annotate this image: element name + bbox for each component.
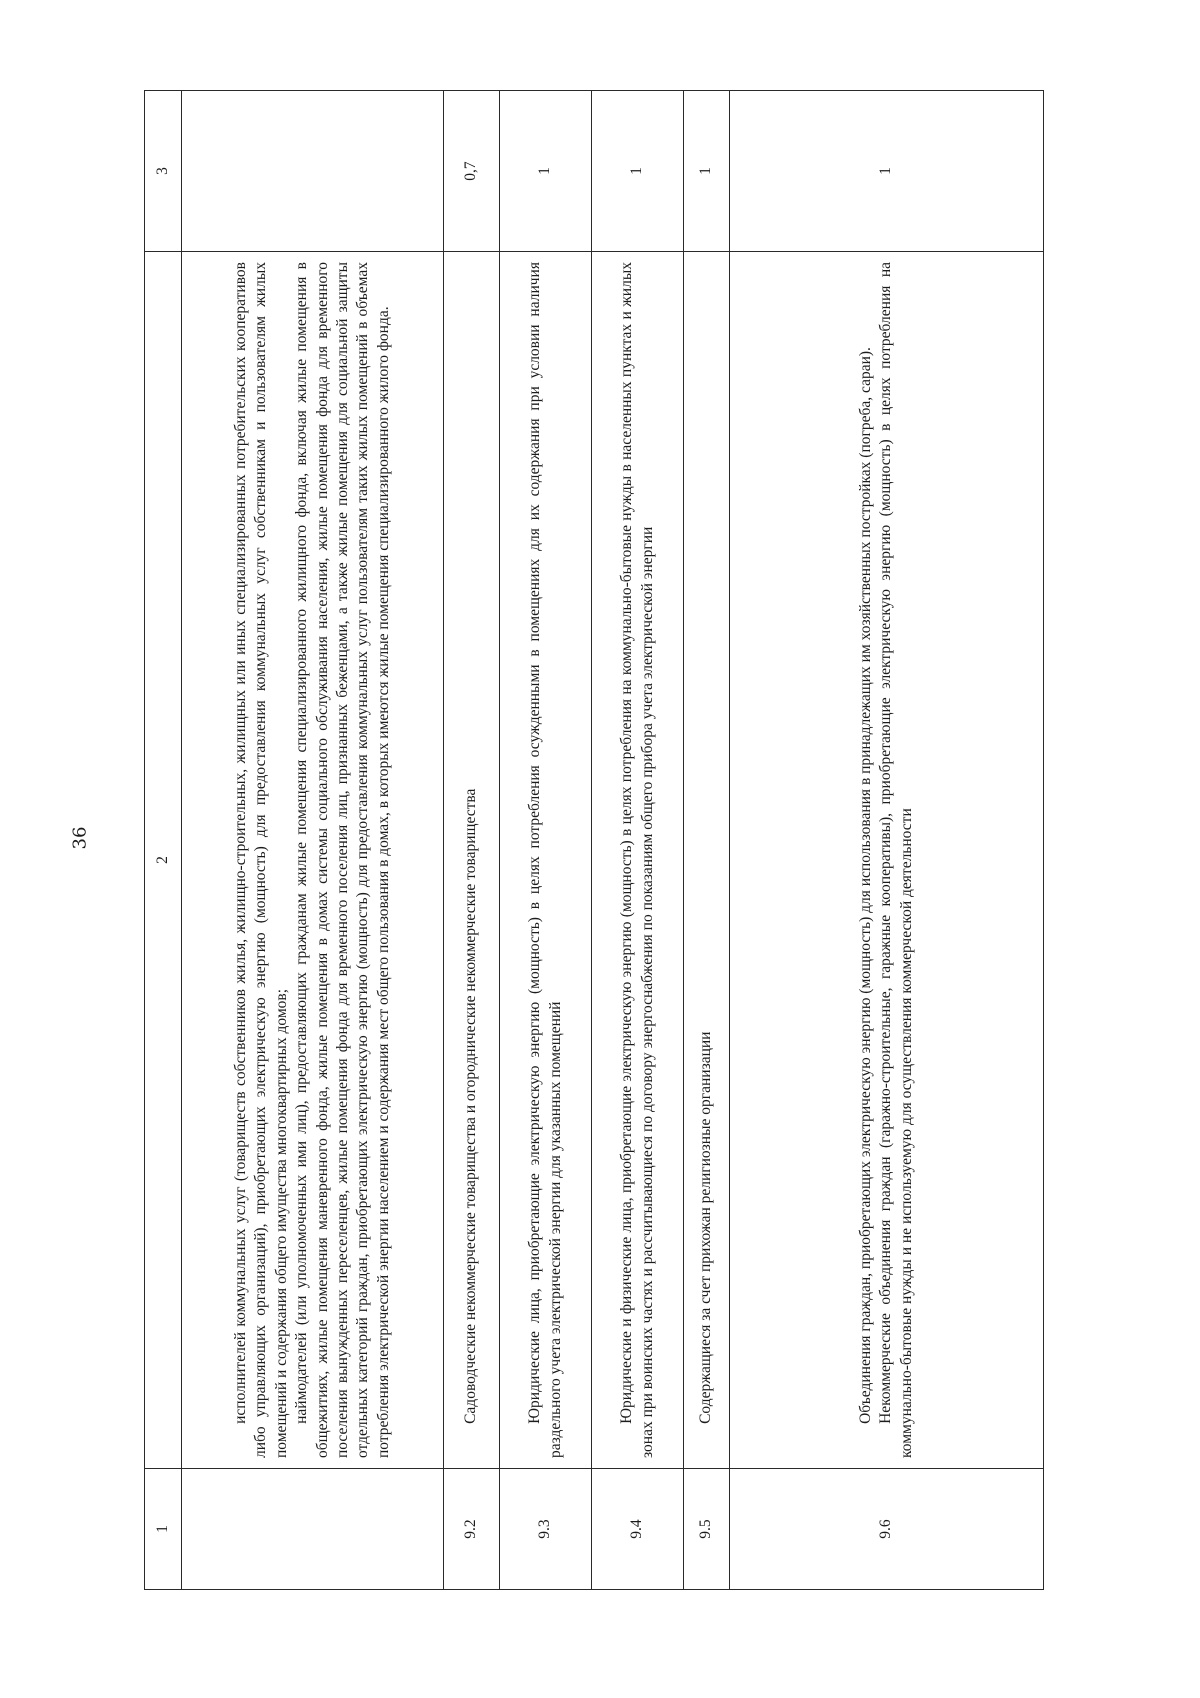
row-number: 9.3 <box>500 1469 592 1590</box>
table-row <box>500 91 592 1590</box>
row-coefficient: 1 <box>730 91 1044 252</box>
row-number: 9.6 <box>730 1469 1044 1590</box>
row-description <box>730 252 1044 1469</box>
row-description <box>182 252 444 1469</box>
row-number: 9.5 <box>684 1469 730 1590</box>
row-coefficient: 1 <box>500 91 592 252</box>
table-row <box>684 91 730 1590</box>
paragraph: исполнителей коммунальных услуг (товариществ собственников жилья, жилищно-строительных, жилищных или иных специализированных потребительских кооперативов либо управляющих организаций), приобретающих электрическую энергию (мощность) для предоставления коммунальных услуг собственникам и пользователям жилых помещений и содержания общего имущества многоквартирных домов; <box>231 262 290 1458</box>
row-description <box>444 252 500 1469</box>
row-number <box>182 1469 444 1590</box>
row-description <box>684 252 730 1469</box>
row-coefficient <box>182 91 444 252</box>
paragraph: Некоммерческие объединения граждан (гаражно-строительные, гаражные кооперативы), приобретающие электрическую энергию (мощность) в целях потребления на коммунально-бытовые нужды и не используемую для осуществления коммерческой деятельности <box>877 262 915 1458</box>
column-header-3: 3 <box>145 91 182 252</box>
paragraph: Садоводческие некоммерческие товарищества и огороднические некоммерческие товарищества <box>462 788 480 1424</box>
row-number: 9.4 <box>592 1469 684 1590</box>
table-row <box>592 91 684 1590</box>
row-description <box>500 252 592 1469</box>
row-coefficient: 0,7 <box>444 91 500 252</box>
table-header-row <box>145 91 182 1590</box>
rotated-table-area <box>144 90 1044 1590</box>
table-row <box>444 91 500 1590</box>
paragraph: наймодателей (или уполномоченных ими лиц), предоставляющих гражданам жилые помещения специализированного жилищного фонда, включая жилые помещения в общежитиях, жилые помещения маневренного фонда, жилые помещения в домах системы социального обслуживания населения, жилые помещения фонда для временного поселения вынужденных переселенцев, жилые помещения фонда для временного поселения лиц, признанных беженцами, а также жилые помещения для социальной защиты отдельных категорий граждан, приобретающих электрическую энергию (мощность) для предоставления коммунальных услуг пользователям таких жилых помещений в объемах потребления электрической энергии населением и содержания мест общего пользования в домах, в которых имеются жилые помещения специализированного жилого фонда. <box>293 262 392 1458</box>
table-row <box>730 91 1044 1590</box>
column-header-2: 2 <box>145 252 182 1469</box>
row-coefficient: 1 <box>592 91 684 252</box>
page-number: 36 <box>69 826 91 850</box>
paragraph: Содержащиеся за счет прихожан религиозные организации <box>697 1031 715 1424</box>
tariff-coefficient-table <box>144 90 1044 1590</box>
table-row <box>182 91 444 1590</box>
column-header-1: 1 <box>145 1469 182 1590</box>
row-description <box>592 252 684 1469</box>
paragraph: Юридические лица, приобретающие электрическую энергию (мощность) в целях потребления осужденными в помещениях для их содержания при условии наличия раздельного учета электрической энергии для указанных помещений <box>526 262 564 1458</box>
paragraph: Объединения граждан, приобретающих электрическую энергию (мощность) для использования в принадлежащих им хозяйственных постройках (погреба, сараи). <box>856 347 874 1424</box>
paragraph: Юридические и физические лица, приобретающие электрическую энергию (мощность) в целях потребления на коммунально-бытовые нужды в населенных пунктах и жилых зонах при воинских частях и рассчитывающиеся по договору энергоснабжения по показаниям общего прибора учета электрической энергии <box>618 262 656 1458</box>
row-number: 9.2 <box>444 1469 500 1590</box>
row-coefficient: 1 <box>684 91 730 252</box>
